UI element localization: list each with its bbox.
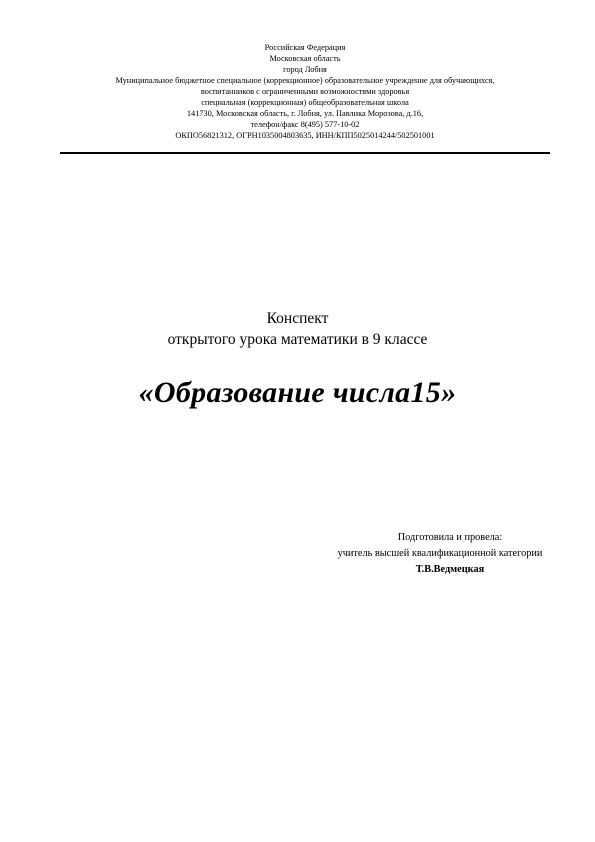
header-city: город Лобня [283, 65, 327, 74]
document-subject: открытого урока математики в 9 классе [167, 331, 428, 348]
header-country: Российская Федерация [264, 43, 346, 52]
lesson-title: «Образование числа15» [138, 376, 457, 409]
teacher-name: Т.В.Ведмецкая [415, 564, 485, 575]
document-type: Конспект [266, 310, 329, 327]
header-region: Московская область [269, 54, 341, 63]
teacher-role: учитель высшей квалификационной категории [337, 548, 543, 559]
header-institution-line-3: специальная (коррекционная) общеобразовательная школа [201, 98, 409, 107]
prepared-by-label: Подготовила и провела: [397, 532, 503, 543]
header-divider [60, 152, 550, 154]
institution-header [60, 42, 550, 141]
header-phone: телефон/факс 8(495) 577-10-02 [250, 120, 360, 129]
header-address: 141730, Московская область, г. Лобня, ул. Павлика Морозова, д.16, [186, 109, 424, 118]
header-registration-codes: ОКПО56821312, ОГРН1035004803635, ИНН/КПП5025014244/502501001 [175, 131, 435, 140]
header-institution-line-1: Муниципальное бюджетное специальное (коррекционное) образовательное учреждение для обучающихся, [115, 76, 495, 85]
header-institution-line-2: воспитанников с ограниченными возможностями здоровья [200, 87, 410, 96]
